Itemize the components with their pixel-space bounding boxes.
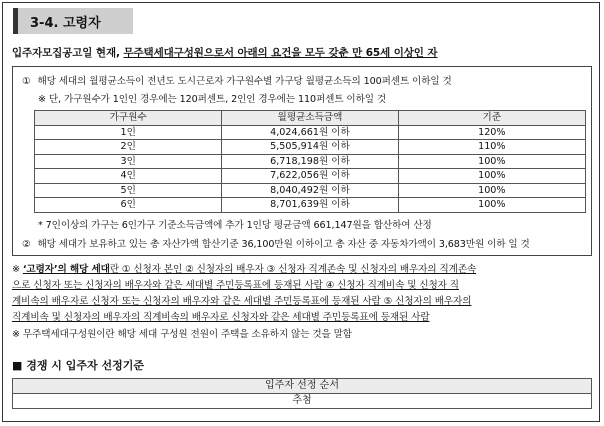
note1-prefix: ※ [12, 264, 23, 275]
note1-line1: 란 ① 신청자 본인 ② 신청자의 배우자 ③ 신청자 직계존속 및 신청자의 배우자의 직계존속 [109, 264, 477, 275]
section-title-text: 3-4. 고령자 [30, 15, 101, 31]
income-table [34, 110, 586, 213]
criteria-item-1-note: ※ 단, 가구원수가 1인인 경우에는 120퍼센트, 2인인 경우에는 110퍼센트 이하일 것 [38, 94, 387, 105]
table-row [35, 140, 586, 155]
header-standard: 기준 [398, 111, 585, 126]
selection-header: 입주자 선정 순서 [13, 379, 592, 394]
standard-cell: 110% [398, 140, 585, 155]
household-note-line-4: 직계비속 및 신청자의 배우자의 직계비속의 배우자로 신청자와 같은 세대별 주민등록표에 등재된 사람 [12, 312, 430, 323]
item2-marker: ② [22, 239, 31, 250]
household-note-line-3: 계비속의 배우자로 신청자 또는 신청자의 배우자와 같은 세대별 주민등록표에 등재된 사람 ⑤ 신청자의 배우자의 [12, 296, 472, 307]
standard-cell: 100% [398, 154, 585, 169]
income-cell: 6,718,198원 이하 [222, 154, 398, 169]
income-cell: 5,505,914원 이하 [222, 140, 398, 155]
item1-text: 해당 세대의 월평균소득이 전년도 도시근로자 가구원수별 가구당 월평균소득의 100퍼센트 이하일 것 [37, 76, 452, 87]
header-household-size: 가구원수 [35, 111, 222, 126]
household-size-cell: 4인 [35, 169, 222, 184]
table-row [35, 154, 586, 169]
header-monthly-income: 월평균소득금액 [222, 111, 398, 126]
selection-header-row [13, 379, 592, 394]
household-size-cell: 1인 [35, 125, 222, 140]
intro-part2: 무주택세대구성원으로서 아래의 요건을 모두 갖춘 만 65세 이상인 자 [123, 47, 438, 59]
household-note-line-2: 으로 신청자 또는 신청자의 배우자와 같은 세대별 주민등록표에 등재된 사람 ④ 신청자 직계비속 및 신청자 직 [12, 280, 459, 291]
selection-value: 추첨 [13, 394, 592, 409]
table-row [35, 169, 586, 184]
household-size-cell: 6인 [35, 198, 222, 213]
household-size-cell: 2인 [35, 140, 222, 155]
household-size-cell: 5인 [35, 183, 222, 198]
item1-marker: ① [22, 76, 31, 87]
income-cell: 8,701,639원 이하 [222, 198, 398, 213]
section-title [13, 8, 133, 34]
income-cell: 4,024,661원 이하 [222, 125, 398, 140]
criteria-item-1 [22, 73, 452, 87]
income-cell: 7,622,056원 이하 [222, 169, 398, 184]
selection-table [12, 378, 592, 409]
standard-cell: 100% [398, 169, 585, 184]
table-row [35, 183, 586, 198]
item2-text: 해당 세대가 보유하고 있는 총 자산가액 합산기준 36,100만원 이하이고 총 자산 중 자동차가액이 3,683만원 이하 일 것 [37, 239, 530, 250]
standard-cell: 100% [398, 198, 585, 213]
household-size-cell: 3인 [35, 154, 222, 169]
homeless-member-note: ※ 무주택세대구성원이란 해당 세대 구성원 전원이 주택을 소유하지 않는 것을 말함 [12, 329, 352, 340]
table-row [35, 198, 586, 213]
standard-cell: 120% [398, 125, 585, 140]
selection-value-row [13, 394, 592, 409]
table-row [35, 125, 586, 140]
criteria-item-2 [22, 236, 530, 250]
household-note-line-1 [12, 261, 476, 275]
table-note: * 7인이상의 가구는 6인가구 기준소득금액에 추가 1인당 평균금액 661,147원을 합산하여 산정 [38, 220, 432, 231]
selection-heading: ■ 경쟁 시 입주자 선정기준 [12, 359, 144, 372]
standard-cell: 100% [398, 183, 585, 198]
eligibility-intro [12, 45, 437, 60]
intro-part1: 입주자모집공고일 현재, [12, 47, 124, 59]
note1-bold: ‘고령자’의 해당 세대 [22, 264, 110, 275]
income-cell: 8,040,492원 이하 [222, 183, 398, 198]
income-table-header [35, 111, 586, 126]
